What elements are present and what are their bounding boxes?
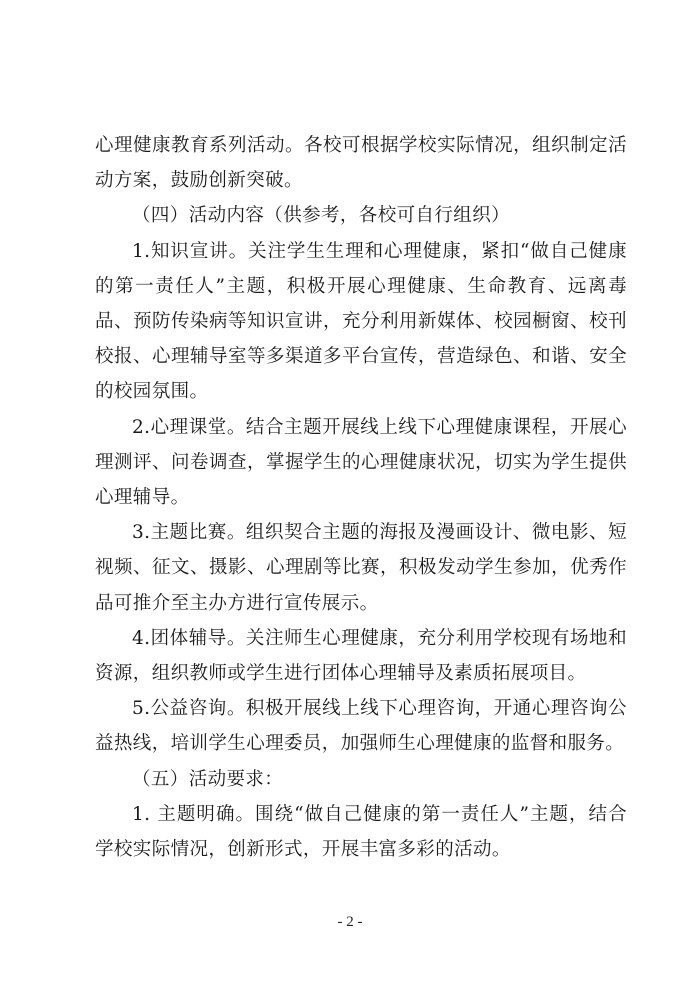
body-text bbox=[95, 128, 627, 867]
paragraph-theme-contest: 3.主题比赛。组织契合主题的海报及漫画设计、微电影、短视频、征文、摄影、心理剧等比赛，积极发动学生参加，优秀作品可推介至主办方进行宣传展示。 bbox=[95, 522, 627, 614]
paragraph-knowledge-lecture: 1.知识宣讲。关注学生生理和心理健康，紧扣“做自己健康的第一责任人”主题，积极开展心理健康、生命教育、远离毒品、预防传染病等知识宣讲，充分利用新媒体、校园橱窗、校刊校报、心理辅导室等多渠道多平台宣传，营造绿色、和谐、安全的校园氛围。 bbox=[95, 240, 627, 403]
paragraph-public-consulting: 5.公益咨询。积极开展线上线下心理咨询，开通心理咨询公益热线，培训学生心理委员，加强师生心理健康的监督和服务。 bbox=[95, 698, 627, 755]
paragraph-continuation: 心理健康教育系列活动。各校可根据学校实际情况，组织制定活动方案，鼓励创新突破。 bbox=[95, 135, 627, 192]
heading-activity-content: （四）活动内容（供参考，各校可自行组织） bbox=[132, 205, 511, 227]
paragraph-psychology-class: 2.心理课堂。结合主题开展线上线下心理健康课程，开展心理测评、问卷调查，掌握学生的心理健康状况，切实为学生提供心理辅导。 bbox=[95, 416, 627, 509]
page-number: - 2 - bbox=[337, 914, 363, 930]
paragraph-group-counseling: 4.团体辅导。关注师生心理健康，充分利用学校现有场地和资源，组织教师或学生进行团体心理辅导及素质拓展项目。 bbox=[95, 627, 627, 685]
heading-activity-requirements: （五）活动要求： bbox=[132, 768, 284, 790]
paragraph-clear-theme: 1. 主题明确。围绕“做自己健康的第一责任人”主题，结合学校实际情况，创新形式，开展丰富多彩的活动。 bbox=[95, 803, 627, 861]
